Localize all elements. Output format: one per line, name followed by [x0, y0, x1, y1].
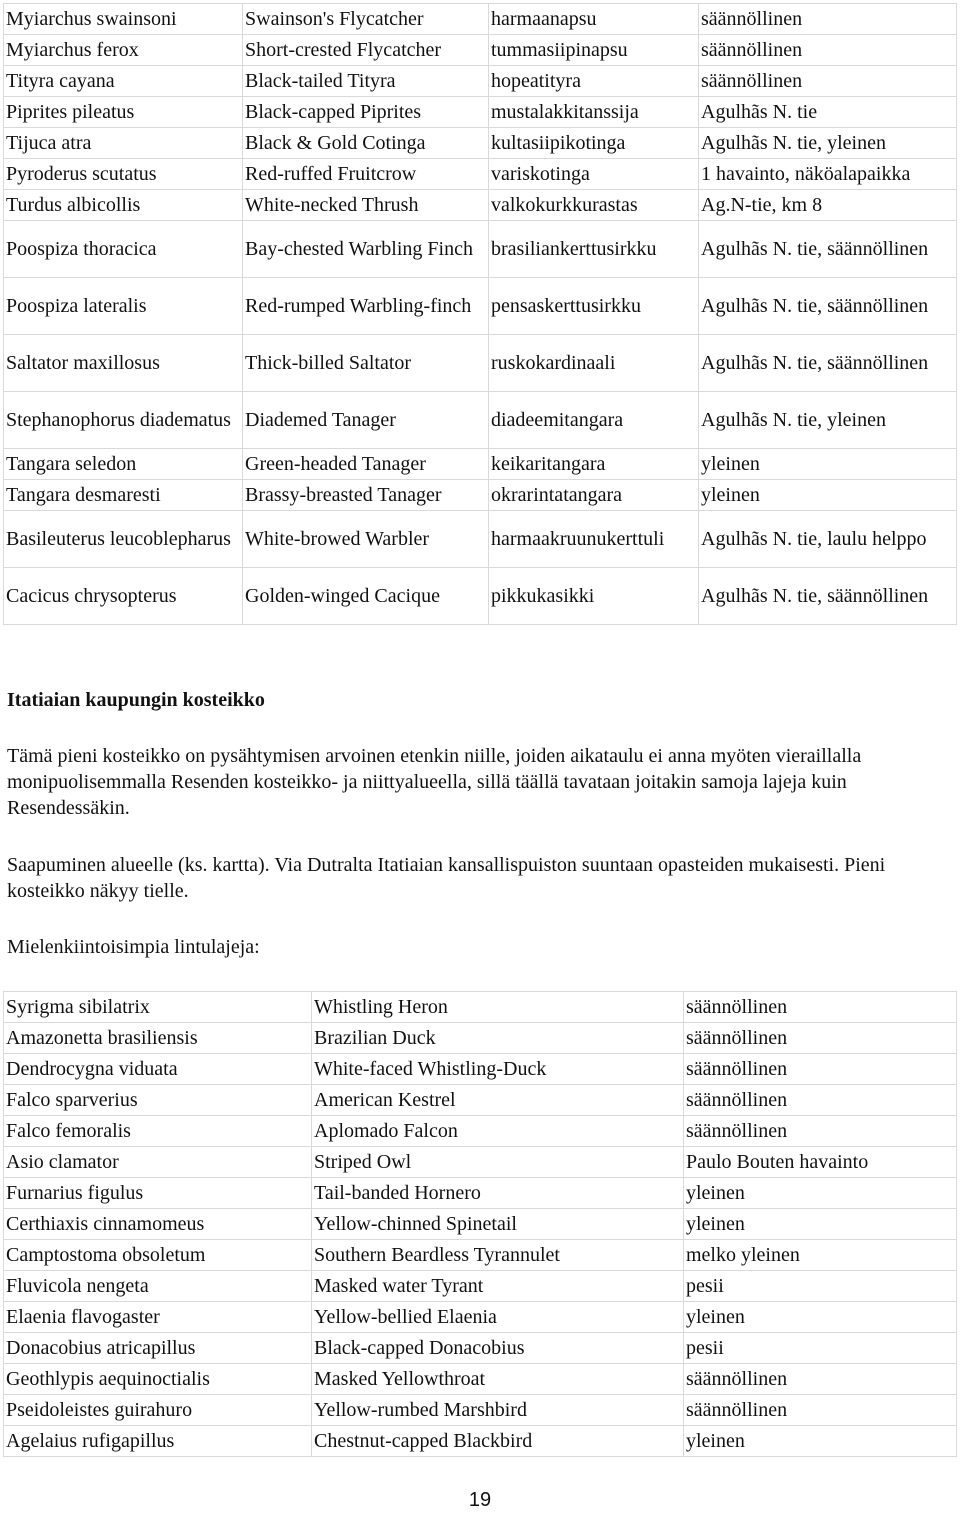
english-name-cell: Red-rumped Warbling-finch [243, 278, 489, 335]
table-row [4, 992, 957, 1023]
finnish-name-cell: kultasiipikotinga [489, 128, 699, 159]
note-cell: säännöllinen [699, 35, 957, 66]
latin-name-cell: Cacicus chrysopterus [4, 568, 243, 625]
species-table-wetland [3, 991, 957, 1457]
latin-name-cell: Elaenia flavogaster [4, 1302, 312, 1333]
english-name-cell: Masked water Tyrant [312, 1271, 684, 1302]
english-name-cell: Southern Beardless Tyrannulet [312, 1240, 684, 1271]
finnish-name-cell: keikaritangara [489, 449, 699, 480]
finnish-name-cell: okrarintatangara [489, 480, 699, 511]
table-row [4, 128, 957, 159]
latin-name-cell: Amazonetta brasiliensis [4, 1023, 312, 1054]
latin-name-cell: Saltator maxillosus [4, 335, 243, 392]
finnish-name-cell: harmaakruunukerttuli [489, 511, 699, 568]
latin-name-cell: Falco sparverius [4, 1085, 312, 1116]
note-cell: säännöllinen [699, 4, 957, 35]
note-cell: 1 havainto, näköalapaikka [699, 159, 957, 190]
latin-name-cell: Myiarchus ferox [4, 35, 243, 66]
table-row [4, 1023, 957, 1054]
finnish-name-cell: hopeatityra [489, 66, 699, 97]
english-name-cell: White-faced Whistling-Duck [312, 1054, 684, 1085]
species-label: Mielenkiintoisimpia lintulajeja: [7, 936, 260, 958]
note-cell: Agulhãs N. tie, säännöllinen [699, 568, 957, 625]
note-cell: yleinen [699, 480, 957, 511]
table-row [4, 97, 957, 128]
latin-name-cell: Donacobius atricapillus [4, 1333, 312, 1364]
english-name-cell: Swainson's Flycatcher [243, 4, 489, 35]
table-row [4, 1395, 957, 1426]
note-cell: säännöllinen [684, 1054, 957, 1085]
latin-name-cell: Certhiaxis cinnamomeus [4, 1209, 312, 1240]
page-number: 19 [468, 1489, 492, 1511]
table-row [4, 1178, 957, 1209]
note-cell: Paulo Bouten havainto [684, 1147, 957, 1178]
table-row [4, 1271, 957, 1302]
english-name-cell: Bay-chested Warbling Finch [243, 221, 489, 278]
table-row [4, 190, 957, 221]
table-row [4, 511, 957, 568]
note-cell: yleinen [699, 449, 957, 480]
english-name-cell: White-browed Warbler [243, 511, 489, 568]
latin-name-cell: Basileuterus leucoblepharus [4, 511, 243, 568]
latin-name-cell: Pyroderus scutatus [4, 159, 243, 190]
table-row [4, 1240, 957, 1271]
finnish-name-cell: diadeemitangara [489, 392, 699, 449]
english-name-cell: Golden-winged Cacique [243, 568, 489, 625]
english-name-cell: Yellow-bellied Elaenia [312, 1302, 684, 1333]
english-name-cell: American Kestrel [312, 1085, 684, 1116]
table-row [4, 1085, 957, 1116]
latin-name-cell: Falco femoralis [4, 1116, 312, 1147]
finnish-name-cell: pikkukasikki [489, 568, 699, 625]
species-table-top [3, 3, 957, 625]
english-name-cell: Thick-billed Saltator [243, 335, 489, 392]
english-name-cell: Striped Owl [312, 1147, 684, 1178]
english-name-cell: Chestnut-capped Blackbird [312, 1426, 684, 1457]
latin-name-cell: Syrigma sibilatrix [4, 992, 312, 1023]
latin-name-cell: Furnarius figulus [4, 1178, 312, 1209]
table-row [4, 480, 957, 511]
english-name-cell: Diademed Tanager [243, 392, 489, 449]
latin-name-cell: Tangara desmaresti [4, 480, 243, 511]
note-cell: Ag.N-tie, km 8 [699, 190, 957, 221]
finnish-name-cell: pensaskerttusirkku [489, 278, 699, 335]
latin-name-cell: Camptostoma obsoletum [4, 1240, 312, 1271]
note-cell: yleinen [684, 1178, 957, 1209]
english-name-cell: Red-ruffed Fruitcrow [243, 159, 489, 190]
table-row [4, 449, 957, 480]
finnish-name-cell: ruskokardinaali [489, 335, 699, 392]
note-cell: Agulhãs N. tie, säännöllinen [699, 221, 957, 278]
note-cell: säännöllinen [684, 1364, 957, 1395]
english-name-cell: Brassy-breasted Tanager [243, 480, 489, 511]
arrival-paragraph: Saapuminen alueelle (ks. kartta). Via Dutralta Itatiaian kansallispuiston suuntaan opasteiden mukaisesti. Pieni kosteikko näkyy tielle. [7, 854, 886, 902]
table-row [4, 66, 957, 97]
table-row [4, 1209, 957, 1240]
intro-paragraph: Tämä pieni kosteikko on pysähtymisen arvoinen etenkin niille, joiden aikataulu ei anna myöten vieraillalla monipuolisemmalla Resenden kosteikko- ja niittyalueella, sillä täällä tavataan joitakin samoja lajeja kuin Resendessäkin. [7, 745, 862, 819]
latin-name-cell: Dendrocygna viduata [4, 1054, 312, 1085]
note-cell: säännöllinen [684, 1085, 957, 1116]
table-row [4, 35, 957, 66]
latin-name-cell: Piprites pileatus [4, 97, 243, 128]
english-name-cell: Black & Gold Cotinga [243, 128, 489, 159]
english-name-cell: Black-capped Donacobius [312, 1333, 684, 1364]
table-row [4, 1302, 957, 1333]
note-cell: pesii [684, 1333, 957, 1364]
table-row [4, 278, 957, 335]
section-heading: Itatiaian kaupungin kosteikko [7, 689, 265, 711]
english-name-cell: Brazilian Duck [312, 1023, 684, 1054]
note-cell: Agulhãs N. tie, säännöllinen [699, 335, 957, 392]
note-cell: säännöllinen [684, 1023, 957, 1054]
finnish-name-cell: tummasiipinapsu [489, 35, 699, 66]
latin-name-cell: Pseidoleistes guirahuro [4, 1395, 312, 1426]
finnish-name-cell: brasiliankerttusirkku [489, 221, 699, 278]
table-row [4, 4, 957, 35]
table-row [4, 1426, 957, 1457]
table-row [4, 1364, 957, 1395]
latin-name-cell: Geothlypis aequinoctialis [4, 1364, 312, 1395]
latin-name-cell: Poospiza lateralis [4, 278, 243, 335]
table-row [4, 568, 957, 625]
english-name-cell: Whistling Heron [312, 992, 684, 1023]
latin-name-cell: Asio clamator [4, 1147, 312, 1178]
latin-name-cell: Fluvicola nengeta [4, 1271, 312, 1302]
note-cell: pesii [684, 1271, 957, 1302]
note-cell: säännöllinen [684, 992, 957, 1023]
latin-name-cell: Myiarchus swainsoni [4, 4, 243, 35]
english-name-cell: Masked Yellowthroat [312, 1364, 684, 1395]
latin-name-cell: Tijuca atra [4, 128, 243, 159]
table-row [4, 1333, 957, 1364]
note-cell: yleinen [684, 1426, 957, 1457]
latin-name-cell: Agelaius rufigapillus [4, 1426, 312, 1457]
latin-name-cell: Poospiza thoracica [4, 221, 243, 278]
note-cell: säännöllinen [684, 1116, 957, 1147]
note-cell: Agulhãs N. tie, laulu helppo [699, 511, 957, 568]
latin-name-cell: Turdus albicollis [4, 190, 243, 221]
note-cell: yleinen [684, 1209, 957, 1240]
table-row [4, 1116, 957, 1147]
table-row [4, 221, 957, 278]
latin-name-cell: Tityra cayana [4, 66, 243, 97]
english-name-cell: Yellow-chinned Spinetail [312, 1209, 684, 1240]
note-cell: säännöllinen [684, 1395, 957, 1426]
table-row [4, 1147, 957, 1178]
finnish-name-cell: variskotinga [489, 159, 699, 190]
english-name-cell: Black-capped Piprites [243, 97, 489, 128]
finnish-name-cell: valkokurkkurastas [489, 190, 699, 221]
note-cell: säännöllinen [699, 66, 957, 97]
latin-name-cell: Stephanophorus diadematus [4, 392, 243, 449]
note-cell: melko yleinen [684, 1240, 957, 1271]
finnish-name-cell: mustalakkitanssija [489, 97, 699, 128]
finnish-name-cell: harmaanapsu [489, 4, 699, 35]
note-cell: Agulhãs N. tie [699, 97, 957, 128]
note-cell: yleinen [684, 1302, 957, 1333]
table-row [4, 1054, 957, 1085]
note-cell: Agulhãs N. tie, yleinen [699, 392, 957, 449]
english-name-cell: Tail-banded Hornero [312, 1178, 684, 1209]
english-name-cell: White-necked Thrush [243, 190, 489, 221]
table-row [4, 335, 957, 392]
english-name-cell: Yellow-rumbed Marshbird [312, 1395, 684, 1426]
latin-name-cell: Tangara seledon [4, 449, 243, 480]
english-name-cell: Aplomado Falcon [312, 1116, 684, 1147]
note-cell: Agulhãs N. tie, säännöllinen [699, 278, 957, 335]
table-row [4, 392, 957, 449]
english-name-cell: Green-headed Tanager [243, 449, 489, 480]
english-name-cell: Black-tailed Tityra [243, 66, 489, 97]
table-row [4, 159, 957, 190]
english-name-cell: Short-crested Flycatcher [243, 35, 489, 66]
note-cell: Agulhãs N. tie, yleinen [699, 128, 957, 159]
